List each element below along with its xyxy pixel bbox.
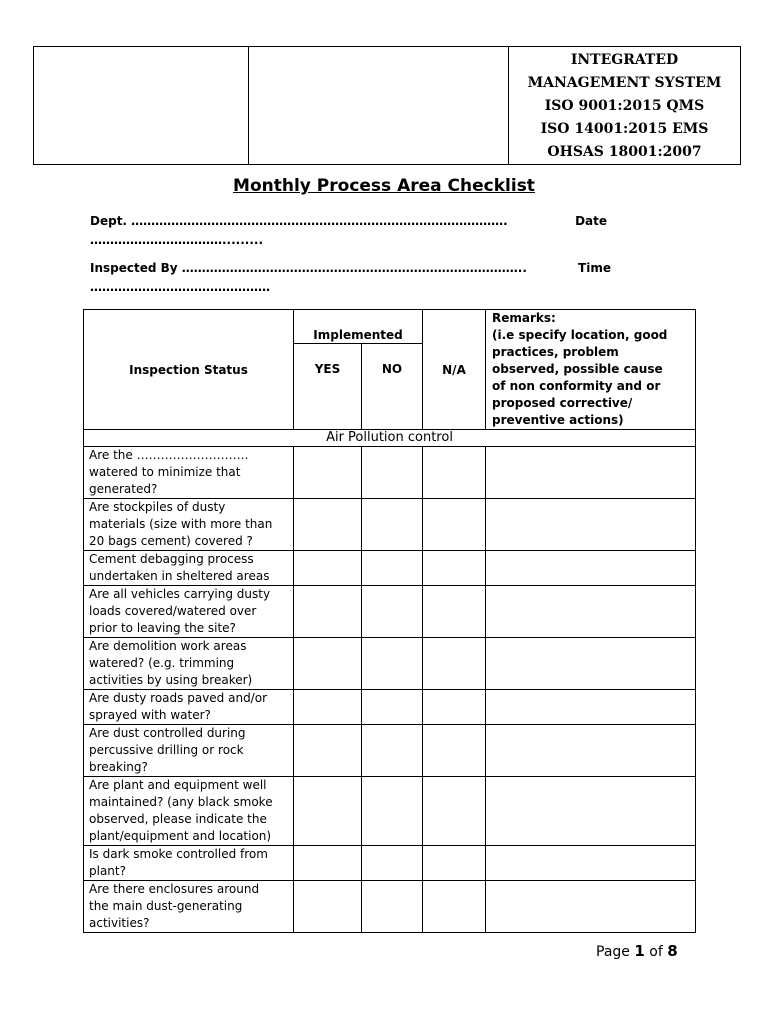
yes-cell[interactable]	[294, 586, 362, 638]
question-line: Are there enclosures around	[89, 882, 260, 896]
remarks-cell[interactable]	[486, 777, 696, 846]
time-label: Time	[578, 261, 611, 275]
question-line: Are all vehicles carrying dusty	[89, 587, 271, 601]
dept-field[interactable]	[90, 212, 690, 250]
table-row	[84, 447, 696, 499]
na-cell[interactable]	[423, 447, 486, 499]
remarks-line: observed, possible cause	[492, 362, 663, 376]
question-line: watered? (e.g. trimming	[89, 656, 235, 670]
remarks-cell[interactable]	[486, 638, 696, 690]
page-word: Page	[596, 944, 630, 960]
remarks-line: proposed corrective/	[492, 396, 633, 410]
inspection-status-header: Inspection Status	[84, 310, 294, 430]
header-table	[33, 46, 741, 165]
question-cell	[84, 551, 294, 586]
dept-continuation: …………………………….........	[90, 233, 264, 247]
yes-cell[interactable]	[294, 499, 362, 551]
remarks-cell[interactable]	[486, 586, 696, 638]
question-line: percussive drilling or rock	[89, 743, 244, 757]
question-line: sprayed with water?	[89, 708, 211, 722]
question-line: Is dark smoke controlled from	[89, 847, 268, 861]
question-line: undertaken in sheltered areas	[89, 569, 270, 583]
question-line: activities?	[89, 916, 150, 930]
question-line: plant/equipment and location)	[89, 829, 272, 843]
question-cell	[84, 846, 294, 881]
no-cell[interactable]	[362, 690, 423, 725]
no-cell[interactable]	[362, 777, 423, 846]
table-row	[84, 499, 696, 551]
remarks-line: practices, problem	[492, 345, 619, 359]
na-cell[interactable]	[423, 638, 486, 690]
question-cell	[84, 777, 294, 846]
remarks-cell[interactable]	[486, 447, 696, 499]
ims-line: INTEGRATED	[570, 52, 679, 68]
question-line: Are the ……………………….	[89, 448, 249, 462]
table-row	[84, 690, 696, 725]
question-line: watered to minimize that	[89, 465, 241, 479]
remarks-header	[486, 310, 696, 430]
table-row	[84, 881, 696, 933]
no-header: NO	[362, 344, 423, 430]
question-cell	[84, 447, 294, 499]
of-word: of	[649, 944, 663, 960]
question-line: Are plant and equipment well	[89, 778, 267, 792]
yes-cell[interactable]	[294, 777, 362, 846]
question-line: the main dust-generating	[89, 899, 243, 913]
table-row	[84, 586, 696, 638]
remarks-line: Remarks:	[492, 311, 556, 325]
dept-label: Dept. ………………………………………………………………………………….	[90, 214, 508, 228]
ims-line: OHSAS 18001:2007	[547, 144, 702, 160]
table-row	[84, 551, 696, 586]
no-cell[interactable]	[362, 499, 423, 551]
question-cell	[84, 690, 294, 725]
question-line: maintained? (any black smoke	[89, 795, 273, 809]
question-line: materials (size with more than	[89, 517, 273, 531]
no-cell[interactable]	[362, 586, 423, 638]
section-air-pollution: Air Pollution control	[84, 430, 696, 447]
na-cell[interactable]	[423, 499, 486, 551]
question-line: activities by using breaker)	[89, 673, 253, 687]
na-cell[interactable]	[423, 690, 486, 725]
ims-info-cell	[509, 47, 741, 165]
yes-cell[interactable]	[294, 690, 362, 725]
question-line: 20 bags cement) covered ?	[89, 534, 253, 548]
no-cell[interactable]	[362, 725, 423, 777]
inspected-continuation: ………………………………………	[90, 280, 270, 294]
yes-cell[interactable]	[294, 551, 362, 586]
na-cell[interactable]	[423, 586, 486, 638]
yes-cell[interactable]	[294, 447, 362, 499]
question-line: plant?	[89, 864, 126, 878]
remarks-cell[interactable]	[486, 499, 696, 551]
question-line: generated?	[89, 482, 158, 496]
remarks-line: preventive actions)	[492, 413, 624, 427]
yes-cell[interactable]	[294, 881, 362, 933]
ims-line: ISO 14001:2015 EMS	[540, 121, 709, 137]
question-cell	[84, 881, 294, 933]
yes-cell[interactable]	[294, 846, 362, 881]
na-cell[interactable]	[423, 846, 486, 881]
na-cell[interactable]	[423, 551, 486, 586]
question-cell	[84, 586, 294, 638]
question-line: observed, please indicate the	[89, 812, 267, 826]
page-number	[596, 942, 678, 960]
question-line: prior to leaving the site?	[89, 621, 236, 635]
question-line: breaking?	[89, 760, 148, 774]
no-cell[interactable]	[362, 447, 423, 499]
no-cell[interactable]	[362, 881, 423, 933]
yes-cell[interactable]	[294, 638, 362, 690]
na-header: N/A	[423, 310, 486, 430]
remarks-cell[interactable]	[486, 725, 696, 777]
date-label: Date	[575, 214, 607, 228]
question-line: Are dust controlled during	[89, 726, 246, 740]
question-line: Are demolition work areas	[89, 639, 247, 653]
current-page: 1	[634, 942, 645, 960]
inspected-by-field[interactable]	[90, 259, 690, 297]
question-cell	[84, 725, 294, 777]
implemented-header: Implemented	[294, 310, 423, 344]
ims-line: ISO 9001:2015 QMS	[544, 98, 705, 114]
na-cell[interactable]	[423, 725, 486, 777]
remarks-cell[interactable]	[486, 881, 696, 933]
remarks-line: (i.e specify location, good	[492, 328, 668, 342]
question-cell	[84, 638, 294, 690]
no-cell[interactable]	[362, 551, 423, 586]
no-cell[interactable]	[362, 846, 423, 881]
remarks-cell[interactable]	[486, 846, 696, 881]
page-title: Monthly Process Area Checklist	[233, 176, 535, 196]
total-pages: 8	[667, 942, 678, 960]
question-line: Are dusty roads paved and/or	[89, 691, 268, 705]
table-row	[84, 777, 696, 846]
na-cell[interactable]	[423, 777, 486, 846]
question-line: loads covered/watered over	[89, 604, 257, 618]
table-row	[84, 638, 696, 690]
question-cell	[84, 499, 294, 551]
question-line: Are stockpiles of dusty	[89, 500, 226, 514]
blank-cell	[249, 47, 509, 165]
remarks-cell[interactable]	[486, 551, 696, 586]
remarks-cell[interactable]	[486, 690, 696, 725]
checklist-table	[83, 309, 696, 933]
yes-cell[interactable]	[294, 725, 362, 777]
inspected-by-label: Inspected By …………………………………………………………………………..	[90, 261, 527, 275]
no-cell[interactable]	[362, 638, 423, 690]
logo-cell	[34, 47, 249, 165]
checklist-rows	[84, 447, 696, 933]
yes-header: YES	[294, 344, 362, 430]
question-line: Cement debagging process	[89, 552, 254, 566]
ims-line: MANAGEMENT SYSTEM	[527, 75, 722, 91]
table-row	[84, 846, 696, 881]
na-cell[interactable]	[423, 881, 486, 933]
table-row	[84, 725, 696, 777]
remarks-line: of non conformity and or	[492, 379, 661, 393]
